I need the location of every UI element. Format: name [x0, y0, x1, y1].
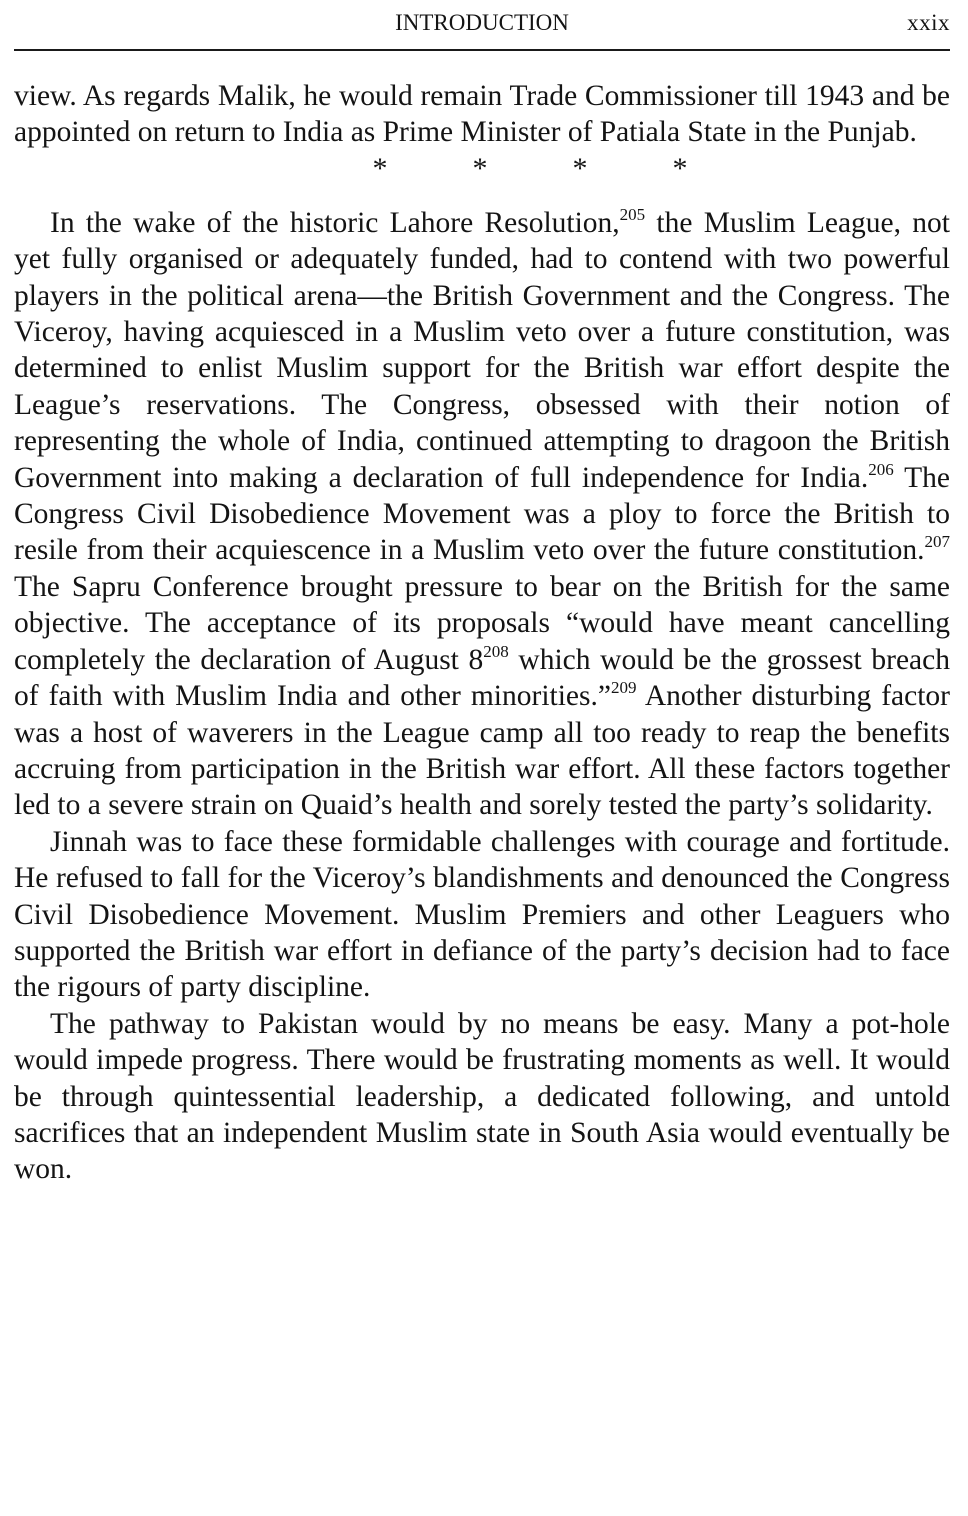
footnote-ref-208: 208	[483, 641, 509, 661]
section-separator	[14, 151, 950, 205]
paragraph-jinnah: Jinnah was to face these formidable challenges with courage and fortitude. He refused to fall for the Viceroy’s blandishments and denounced the Congress Civil Disobedience Movement. Muslim Premiers and other Leaguers who supported the British war effort in defiance of the party’s decision had to face the rigours of party discipline.	[14, 825, 950, 1004]
page-number: xxix	[907, 10, 950, 35]
header-rule	[14, 49, 950, 51]
text-run: which would be the grossest breach of faith with Muslim India and other minorities.”	[14, 643, 950, 713]
text-run: the Muslim League, not yet fully organised or adequately funded, had to contend with two powerful players in the political arena—the British Government and the Congress. The Viceroy, having acquiesced in a Muslim veto over a future constitution, was determined to enlist Muslim support for the British war effort despite the League’s reservations. The Congress, obsessed with their notion of representing the whole of India, continued attempting to dragoon the British Government into making a declaration of full independence for India.	[14, 206, 950, 494]
footnote-ref-207: 207	[924, 532, 950, 552]
separator-asterisk: *	[372, 151, 388, 185]
separator-asterisk: *	[672, 151, 688, 185]
running-head	[14, 6, 950, 40]
paragraph-pathway: The pathway to Pakistan would by no means be easy. Many a pot-hole would impede progress. There would be frustrating moments as well. It would be through quintessential leadership, a dedicated following, and untold sacrifices that an independent Muslim state in South Asia would eventually be won.	[14, 1007, 950, 1186]
text-run: The Sapru Conference brought pressure to bear on the British for the same objective. The acceptance of its proposals “would have meant cancelling completely the declaration of August 8	[14, 570, 950, 676]
footnote-ref-206: 206	[868, 459, 894, 479]
text-run: Another disturbing factor was a host of waverers in the League camp all too ready to reap the benefits accruing from participation in the British war effort. All these factors together led to a severe strain on Quaid’s health and sorely tested the party’s solidarity.	[14, 680, 951, 822]
footnote-ref-209: 209	[610, 678, 637, 698]
text-run: The Congress Civil Disobedience Movement was a ploy to force the British to resile from their acquiescence in a Muslim veto over the future constitution.	[14, 461, 950, 567]
separator-asterisk: *	[572, 151, 588, 185]
text-run: In the wake of the historic Lahore Resolution,	[50, 206, 620, 239]
footnote-ref-205: 205	[619, 204, 646, 224]
body-text	[14, 78, 950, 1188]
separator-asterisk: *	[472, 151, 488, 185]
paragraph-continued: view. As regards Malik, he would remain Trade Commissioner till 1943 and be appointed on return to India as Prime Minister of Patiala State in the Punjab.	[14, 80, 950, 149]
paragraph-lahore-resolution	[14, 205, 950, 824]
running-title: INTRODUCTION	[395, 10, 569, 35]
